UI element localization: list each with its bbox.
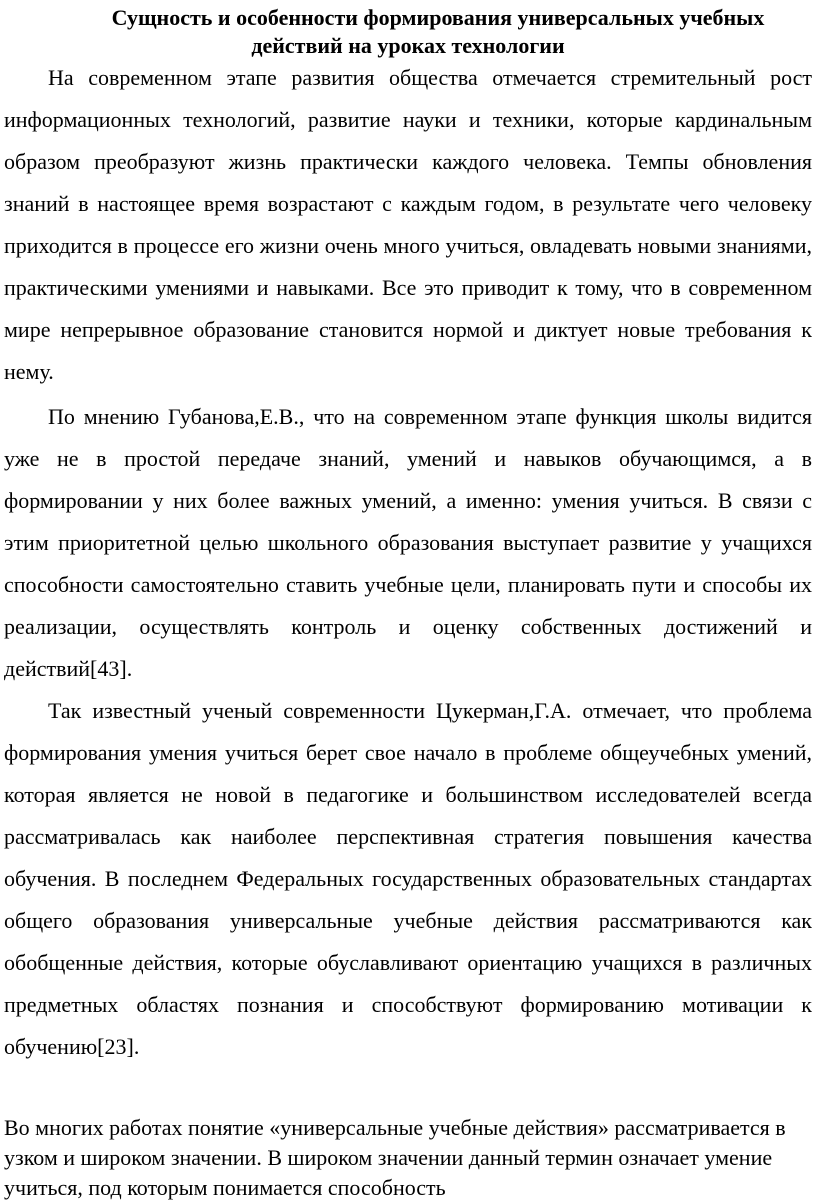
paragraph-2: По мнению Губанова,Е.В., что на современном этапе функция школы видится уже не в простой передаче знаний, умений и навыков обучающимся, а в формировании у них более важных умений, а именно: умения учиться. В связи с этим приоритетной целью школьного образования выступает развитие у учащихся способности самостоятельно ставить учебные цели, планировать пути и способы их реализации, осуществлять контроль и оценку собственных достижений и действий[43]. [4, 404, 812, 681]
title-line-1: Сущность и особенности формирования универсальных учебных [111, 5, 765, 30]
paragraph-4: Во многих работах понятие «универсальные учебные действия» рассматривается в узком и широком значении. В широком значении данный термин означает умение учиться, под которым понимается способность [4, 1115, 786, 1200]
title-line-2: действий на уроках технологии [251, 33, 565, 58]
page-title [0, 4, 816, 60]
paragraph-3: Так известный ученый современности Цукерман,Г.А. отмечает, что проблема формирования умения учиться берет свое начало в проблеме общеучебных умений, которая является не новой в педагогике и большинством исследователей всегда рассматривалась как наиболее перспективная стратегия повышения качества обучения. В последнем Федеральных государственных образовательных стандартах общего образования универсальные учебные действия рассматриваются как обобщенные действия, которые обуславливают ориентацию учащихся в различных предметных областях познания и способствуют формированию мотивации к обучению[23]. [4, 698, 812, 1059]
paragraph-1: На современном этапе развития общества отмечается стремительный рост информационных технологий, развитие науки и техники, которые кардинальным образом преобразуют жизнь практически каждого человека. Темпы обновления знаний в настоящее время возрастают с каждым годом, в результате чего человеку приходится в процессе его жизни очень много учиться, овладевать новыми знаниями, практическими умениями и навыками. Все это приводит к тому, что в современном мире непрерывное образование становится нормой и диктует новые требования к нему. [4, 65, 812, 384]
